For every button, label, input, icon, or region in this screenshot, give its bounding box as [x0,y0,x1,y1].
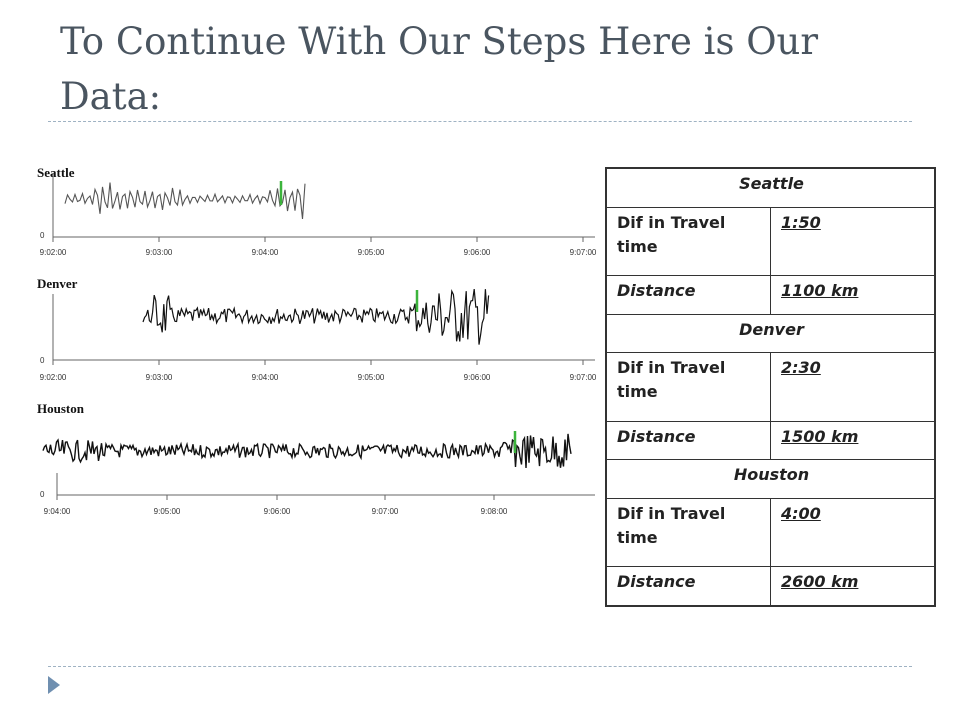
travel-time-label: Dif in Travel time [606,498,771,566]
table-header-denver: Denver [606,314,935,353]
zero-label-denver: 0 [40,356,45,365]
distance-value: 2600 km [771,567,936,606]
zero-label-houston: 0 [40,490,45,499]
tick-label: 9:07:00 [569,373,597,382]
tick-label: 9:03:00 [145,373,173,382]
tick-label: 9:05:00 [357,373,385,382]
seismogram-denver-plot [35,276,605,371]
slide-title: To Continue With Our Steps Here is Our Data: [60,20,819,118]
table-header-seattle: Seattle [606,168,935,207]
tick-label: 9:06:00 [463,373,491,382]
seismogram-houston-plot [35,401,605,505]
tick-label: 9:04:00 [251,373,279,382]
tick-label: 9:05:00 [357,248,385,257]
station-label-houston: Houston [37,401,84,416]
distance-value: 1100 km [771,276,936,315]
distance-label: Distance [606,421,771,460]
seismogram-seattle-plot [35,165,605,245]
distance-label: Distance [606,567,771,606]
seismogram-denver [35,276,605,406]
station-label-denver: Denver [37,276,78,291]
tick-label: 9:04:00 [251,248,279,257]
distance-value: 1500 km [771,421,936,460]
seismic-trace [65,183,305,220]
bullet-arrow-icon [48,676,60,694]
tick-label: 9:07:00 [569,248,597,257]
travel-time-table [605,167,936,607]
tick-label: 9:03:00 [145,248,173,257]
zero-label-seattle: 0 [40,231,45,240]
tick-label: 9:08:00 [480,507,508,516]
distance-label: Distance [606,276,771,315]
travel-time-value: 1:50 [771,207,936,275]
travel-time-value: 4:00 [771,498,936,566]
tick-label: 9:06:00 [263,507,291,516]
seismic-trace [43,434,571,468]
tick-label: 9:06:00 [463,248,491,257]
travel-time-label: Dif in Travel time [606,207,771,275]
tick-label: 9:04:00 [43,507,71,516]
seismogram-houston [35,401,605,531]
table-header-houston: Houston [606,460,935,499]
tick-label: 9:02:00 [39,248,67,257]
tick-label: 9:07:00 [371,507,399,516]
travel-time-value: 2:30 [771,353,936,421]
seismic-trace [143,289,489,345]
bottom-divider [48,666,912,667]
tick-label: 9:05:00 [153,507,181,516]
top-divider [48,121,912,122]
tick-label: 9:02:00 [39,373,67,382]
travel-time-label: Dif in Travel time [606,353,771,421]
station-label-seattle: Seattle [37,165,75,180]
